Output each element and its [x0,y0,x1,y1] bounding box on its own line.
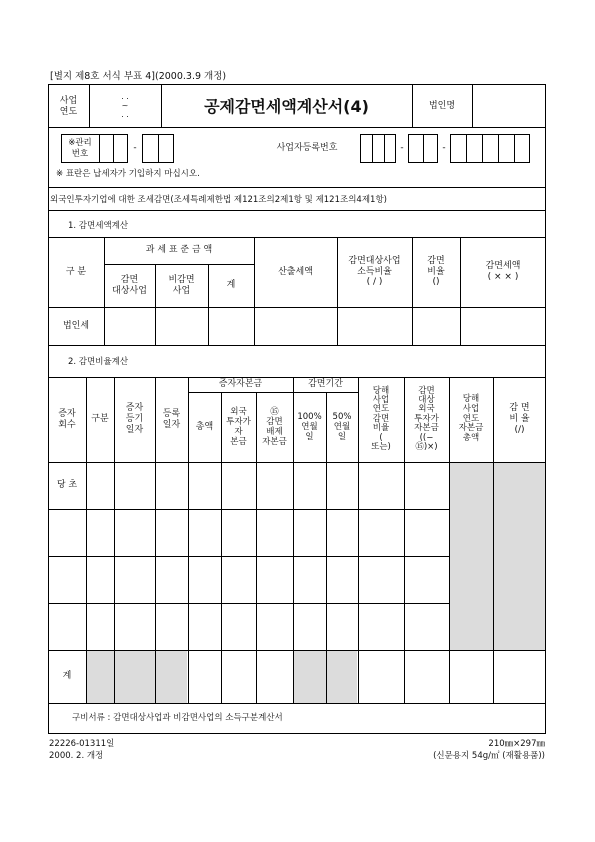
s2-col-exempt-rate: 감 면 비 율 (/) [509,403,530,435]
s2-col-foreign-ratio: 감면 대상 외국 투자가 자본금 ((− ⑮)×) [414,385,439,452]
s1-col-category: 구 분 [65,266,87,277]
s2-col-category: 구분 [91,414,109,425]
s1-col-total: 계 [226,280,236,291]
mgmt-no-label: ※관리 번호 [68,138,92,159]
shaded-area [494,463,545,650]
corp-name-field[interactable] [472,86,544,127]
shaded-area [293,651,357,703]
section1-heading: 1. 감면세액계산 [68,221,129,231]
shaded-area [86,651,187,703]
divider [498,134,499,163]
s1-col-computed-tax: 산출세액 [278,266,313,277]
s2-col-exempt-period: 감면기간 [308,379,343,390]
s2-col-100: 100% 연월 일 [297,411,322,443]
divider [48,703,546,704]
section2-heading: 2. 감면비율계산 [68,357,129,367]
divider [466,134,467,163]
biz-reg-label: 사업자등록번호 [276,143,338,154]
form-title: 공제감면세액계산서(4) [204,96,369,116]
s2-row-initial: 당 초 [56,480,78,491]
s2-col-foreign-capital: 외국 투자가 자 본금 [226,406,251,448]
s2-col-year-ratio: 당해 사업 연도 감면 비율 ( 또는) [371,385,391,452]
divider [482,134,483,163]
biz-reg-box-c[interactable] [450,134,530,163]
shaded-area [449,463,493,650]
s1-col-exempt-biz: 감면 대상사업 [112,274,147,296]
s2-col-increase-count: 증자 회수 [58,408,76,430]
paper-spec: (신문용지 54g/㎡ (재활용품)) [433,751,545,761]
divider [372,134,373,163]
divider [423,134,424,163]
s1-col-exempt-tax: 감면세액 ( × × ) [485,261,521,282]
business-year-period[interactable]: . . ~ . . [121,92,129,119]
divider [48,210,546,211]
business-year-label: 사업 연도 [59,95,78,117]
s2-col-50: 50% 연월 일 [332,411,352,443]
note-text: ※ 표란은 납세자가 기입하지 마십시오. [56,169,200,179]
divider [48,345,546,346]
s1-col-income-ratio: 감면대상사업 소득비율 ( / ) [348,255,401,288]
divider [99,134,100,163]
s2-col-capital-increase: 증자자본금 [218,379,263,390]
biz-reg-box-a[interactable] [360,134,396,163]
s2-row-total: 계 [62,671,72,682]
s2-col-reg-date2: 등록 일자 [162,408,181,430]
paper-size: 210㎜×297㎜ [488,739,545,749]
corp-name-label: 법인명 [428,101,456,112]
divider [113,134,114,163]
dash: - [133,143,137,154]
dash: - [400,143,404,154]
s1-col-tax-base: 과 세 표 준 금 액 [145,245,213,256]
s1-col-nonexempt-biz: 비감면 사업 [168,274,195,296]
divider [514,134,515,163]
divider [48,307,546,308]
divider [384,134,385,163]
s2-col-reg-date: 증자 등기 일자 [125,403,144,435]
s2-col-year-total-capital: 당해 사업 연도 자본금 총액 [458,394,484,444]
divider [48,127,546,128]
s2-col-total-amount: 총액 [195,421,214,432]
s1-row-corp-tax: 법인세 [62,320,90,331]
divider [48,187,546,188]
legal-basis: 외국인투자기업에 대한 조세감면(조세특례제한법 제121조의2제1항 및 제121조의4제1항) [50,195,387,205]
s1-col-exempt-ratio: 감면 비율 () [427,255,445,288]
dash: - [442,143,446,154]
form-number: 22226-01311일 [49,739,115,749]
revision-date: 2000. 2. 개정 [49,751,104,761]
attachment-note: 구비서류 : 감면대상사업과 비감면사업의 소득구분계산서 [72,713,283,723]
s2-col-excluded-capital: ⑮ 감면 배제 자본금 [262,406,287,448]
divider [158,134,159,163]
form-header: [별지 제8호 서식 부표 4](2000.3.9 개정) [50,71,227,82]
